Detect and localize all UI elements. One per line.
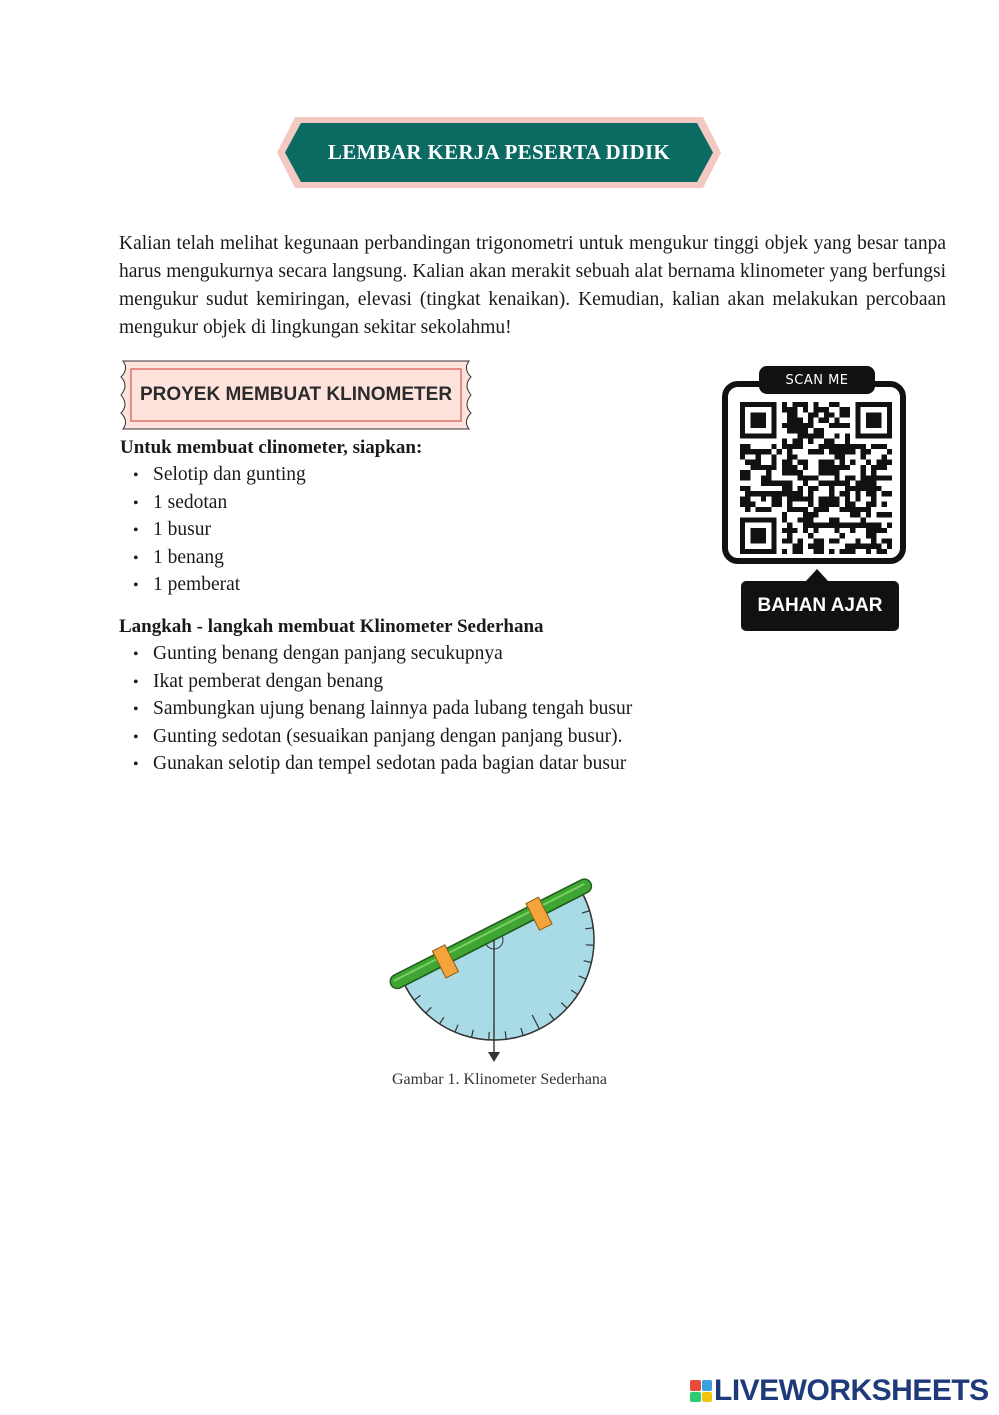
page-title: LEMBAR KERJA PESERTA DIDIK [327, 140, 671, 164]
list-item: • Gunakan selotip dan tempel sedotan pada bagian datar busur [153, 750, 632, 778]
list-item: • Sambungkan ujung benang lainnya pada lubang tengah busur [153, 695, 632, 723]
list-item: • 1 busur [153, 516, 306, 544]
list-item: • 1 sedotan [153, 489, 306, 517]
list-item: • Gunting sedotan (sesuaikan panjang dengan panjang busur). [153, 723, 632, 751]
list-item: • 1 benang [153, 544, 306, 572]
header-banner [277, 117, 721, 188]
clinometer-illustration [380, 858, 604, 1068]
clinometer-drawing [380, 858, 604, 1068]
qr-finder-pattern [740, 402, 777, 439]
qr-code-block[interactable] [720, 366, 914, 632]
pointer-arrow-icon [806, 569, 828, 581]
project-label [117, 357, 475, 433]
list-item: • Selotip dan gunting [153, 461, 306, 489]
project-title: PROYEK MEMBUAT KLINOMETER [139, 384, 453, 405]
qr-finder-pattern [740, 517, 777, 554]
liveworksheets-logo-icon [690, 1380, 712, 1402]
list-item: • 1 pemberat [153, 571, 306, 599]
scan-me-label: SCAN ME [759, 366, 875, 394]
liveworksheets-logo [690, 1376, 989, 1406]
materials-list [121, 461, 306, 599]
list-item: • Gunting benang dengan panjang secukupnya [153, 640, 632, 668]
qr-finder-pattern [855, 402, 892, 439]
steps-heading: Langkah - langkah membuat Klinometer Sederhana [119, 616, 544, 637]
brand-name: LIVEWORKSHEETS [714, 1374, 989, 1407]
intro-paragraph: Kalian telah melihat kegunaan perbandingan trigonometri untuk mengukur tinggi objek yang besar tanpa harus mengukurnya secara langsung. Kalian akan merakit sebuah alat bernama klinometer yang berfungsi mengukur sudut kemiringan, elevasi (tingkat kenaikan). Kemudian, kalian akan melakukan percobaan mengukur objek di lingkungan sekitar sekolahmu! [119, 233, 946, 338]
figure-caption: Gambar 1. Klinometer Sederhana [391, 1071, 608, 1088]
steps-list [121, 640, 632, 778]
materials-heading: Untuk membuat clinometer, siapkan: [120, 437, 423, 458]
bahan-ajar-button[interactable]: BAHAN AJAR [741, 581, 899, 631]
list-item: • Ikat pemberat dengan benang [153, 668, 632, 696]
qr-code-icon[interactable] [740, 402, 892, 554]
